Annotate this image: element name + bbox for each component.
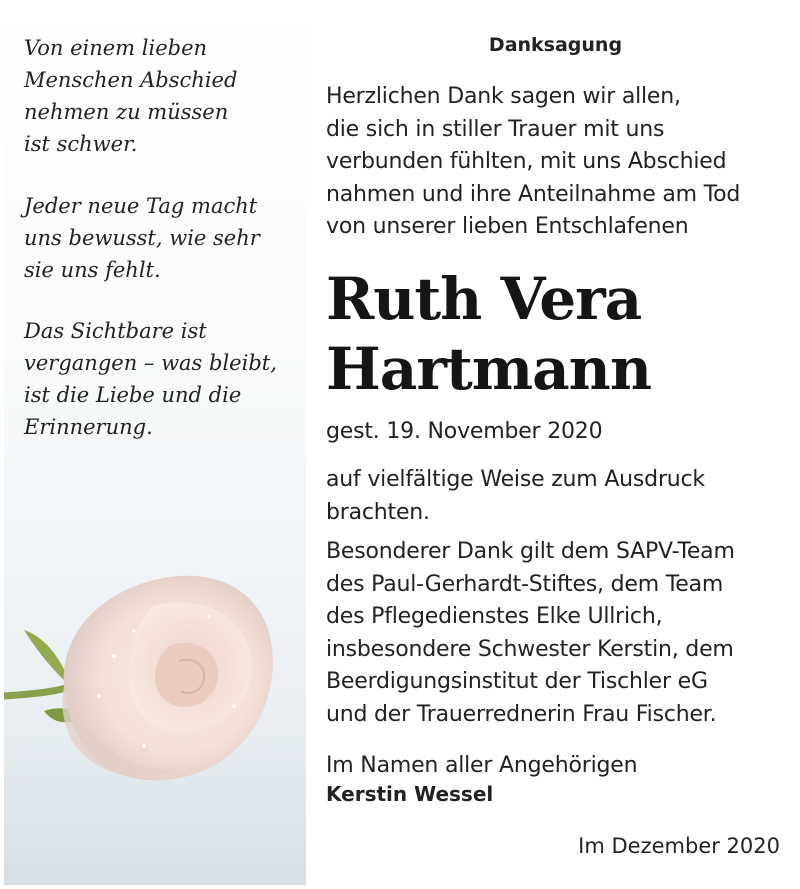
dew-drop (142, 744, 145, 747)
signer-name: Kerstin Wessel (326, 782, 494, 806)
continuation-paragraph: auf vielfältige Weise zum Ausdruck brachten. (326, 467, 705, 525)
dew-drop (112, 654, 116, 658)
verse-3: Das Sichtbare ist vergangen – was bleibt, ist die Liebe und die Erinnerung. (24, 319, 277, 439)
notice-heading: Danksagung (488, 34, 623, 56)
dew-drop (232, 704, 235, 707)
notice-date: Im Dezember 2020 (578, 834, 780, 858)
death-date: gest. 19. November 2020 (326, 419, 603, 444)
rose-illustration (4, 536, 306, 885)
intro-paragraph: Herzlichen Dank sagen wir allen, die sich in stiller Trauer mit uns verbunden fühlten, mit uns Abschied nahmen und ihre Anteilnahme am Tod von unserer lieben Entschlafenen (326, 84, 741, 239)
dew-drop (208, 615, 211, 618)
verse-1: Von einem lieben Menschen Abschied nehmen zu müssen ist schwer. (24, 36, 238, 156)
left-panel (4, 6, 306, 885)
dew-drop (132, 629, 135, 632)
dew-drop (97, 694, 101, 698)
verse-2: Jeder neue Tag macht uns bewusst, wie sehr sie uns fehlt. (24, 194, 260, 282)
signoff-line: Im Namen aller Angehörigen (326, 753, 638, 778)
rose-leaf (24, 630, 70, 686)
special-thanks-paragraph: Besonderer Dank gilt dem SAPV-Team des Paul-Gerhardt-Stiftes, dem Team des Pflegedienstes Elke Ullrich, insbesondere Schwester Kerstin, dem Beerdigungsinstitut der Tischler eG und der Trauerrednerin Frau Fischer. (326, 539, 735, 727)
deceased-name: Ruth Vera Hartmann (326, 265, 652, 403)
